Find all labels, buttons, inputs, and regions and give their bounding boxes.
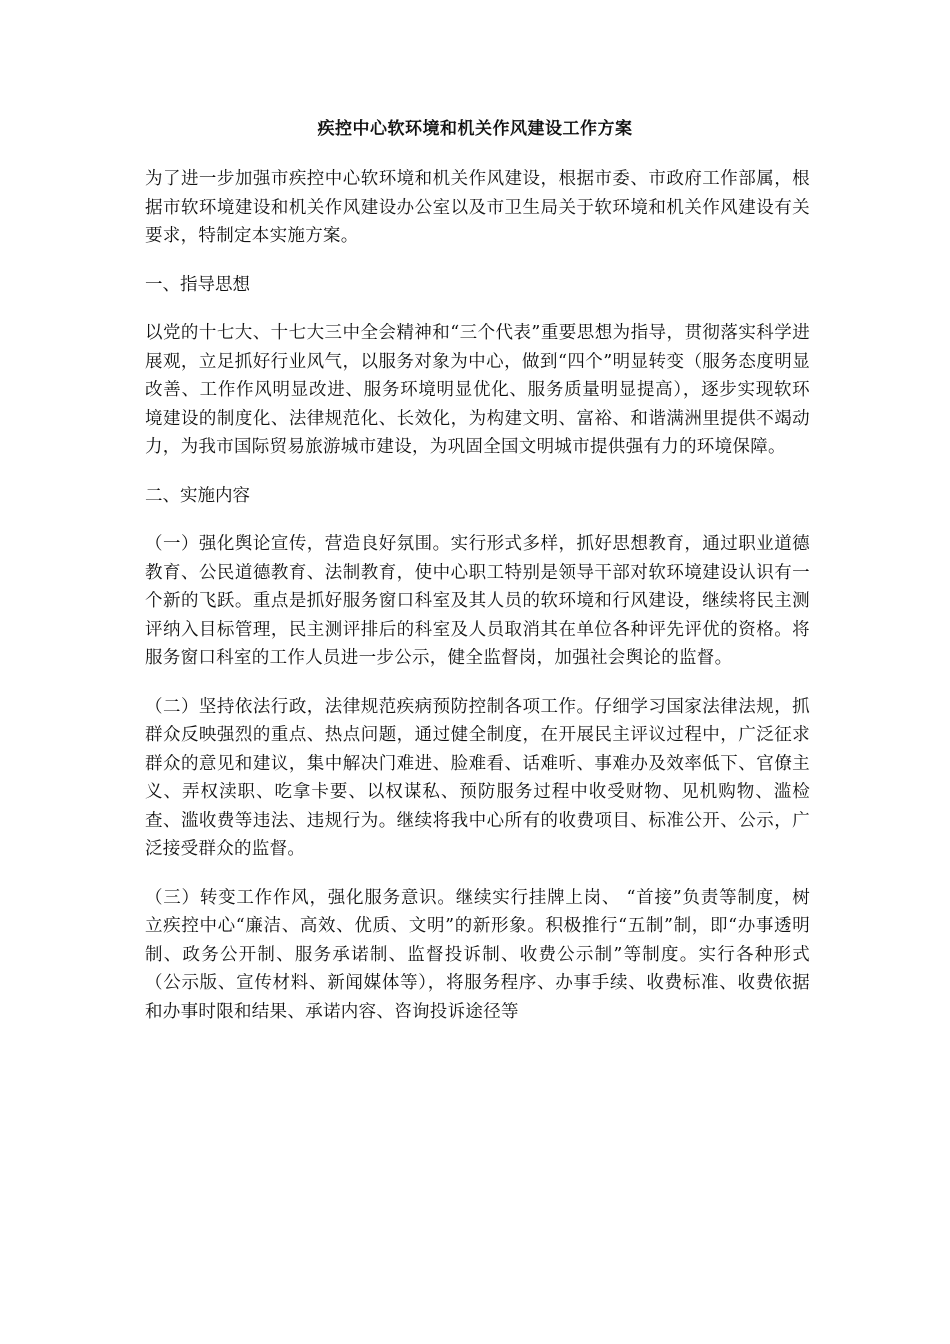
intro-paragraph: 为了进一步加强市疾控中心软环境和机关作风建设，根据市委、市政府工作部属，根据市软环境建设和机关作风建设办公室以及市卫生局关于软环境和机关作风建设有关要求，特制定本实施方案。 — [145, 169, 810, 246]
document-body — [145, 165, 810, 1046]
document-title: 疾控中心软环境和机关作风建设工作方案 — [317, 119, 633, 139]
guiding-ideology-paragraph: 以党的十七大、十七大三中全会精神和“三个代表”重要思想为指导，贯彻落实科学进展观，立足抓好行业风气，以服务对象为中心，做到“四个”明显转变（服务态度明显改善、工作作风明显改进、服务环境明显优化、服务质量明显提高），逐步实现软环境建设的制度化、法律规范化、长效化，为构建文明、富裕、和谐满洲里提供不竭动力，为我市国际贸易旅游城市建设，为巩固全国文明城市提供强有力的环境保障。 — [145, 323, 810, 457]
implementation-item-1: （一）强化舆论宣传，营造良好氛围。实行形式多样，抓好思想教育，通过职业道德教育、公民道德教育、法制教育，使中心职工特别是领导干部对软环境建设认识有一个新的飞跃。重点是抓好服务窗口科室及其人员的软环境和行风建设，继续将民主测评纳入目标管理，民主测评排后的科室及人员取消其在单位各种评先评优的资格。将服务窗口科室的工作人员进一步公示，健全监督岗，加强社会舆论的监督。 — [145, 534, 810, 668]
section-heading-implementation: 二、实施内容 — [145, 485, 250, 506]
implementation-item-2: （二）坚持依法行政，法律规范疾病预防控制各项工作。仔细学习国家法律法规，抓群众反映强烈的重点、热点问题，通过健全制度，在开展民主评议过程中，广泛征求群众的意见和建议，集中解决门难进、脸难看、话难听、事难办及效率低下、官僚主义、弄权渎职、吃拿卡要、以权谋私、预防服务过程中收受财物、见机购物、滥检查、滥收费等违法、违规行为。继续将我中心所有的收费项目、标准公开、公示，广泛接受群众的监督。 — [145, 696, 810, 859]
implementation-item-3: （三）转变工作作风，强化服务意识。继续实行挂牌上岗、 “首接”负责等制度，树立疾控中心“廉洁、高效、优质、文明”的新形象。积极推行“五制”制，即“办事透明制、政务公开制、服务承诺制、监督投诉制、收费公示制”等制度。实行各种形式（公示版、宣传材料、新闻媒体等），将服务程序、办事手续、收费标准、收费依据和办事时限和结果、承诺内容、咨询投诉途径等 — [145, 887, 810, 1022]
section-heading-guiding-ideology: 一、指导思想 — [145, 274, 250, 295]
